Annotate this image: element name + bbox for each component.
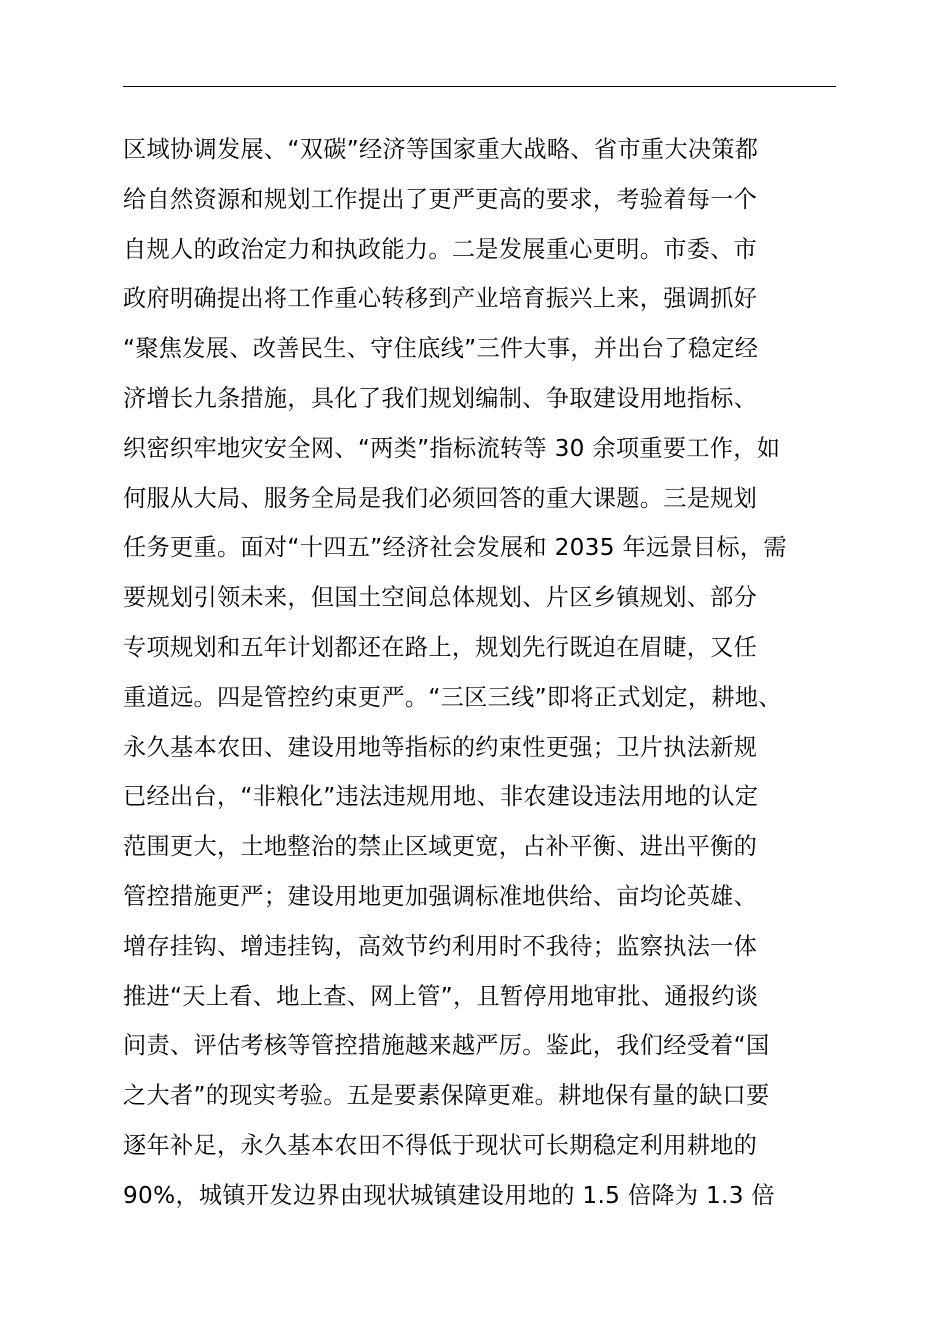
text-line: 90%，城镇开发边界由现状城镇建设用地的 1.5 倍降为 1.3 倍 — [123, 1181, 775, 1209]
text-line: 增存挂钩、增违挂钩，高效节约利用时不我待；监察执法一体 — [123, 932, 758, 960]
text-line: 任务更重。面对“十四五”经济社会发展和 2035 年远景目标，需 — [123, 534, 787, 562]
text-line: 自规人的政治定力和执政能力。二是发展重心更明。市委、市 — [123, 235, 758, 263]
text-line: 区域协调发展、“双碳”经济等国家重大战略、省市重大决策都 — [123, 136, 759, 163]
text-line: 范围更大，土地整治的禁止区域更宽，占补平衡、进出平衡的 — [123, 833, 758, 861]
text-line: 推进“天上看、地上查、网上管”，且暂停用地审批、通报约谈 — [123, 982, 759, 1010]
text-line: 给自然资源和规划工作提出了更严更高的要求，考验着每一个 — [123, 185, 758, 213]
text-line: 永久基本农田、建设用地等指标的约束性更强；卫片执法新规 — [123, 733, 758, 761]
text-line: 问责、评估考核等管控措施越来越严厉。鉴此，我们经受着“国 — [123, 1032, 770, 1060]
text-line: 逐年补足，永久基本农田不得低于现状可长期稳定利用耕地的 — [123, 1131, 758, 1159]
text-line: 重道远。四是管控约束更严。“三区三线”即将正式划定，耕地、 — [123, 683, 782, 711]
text-line: 织密织牢地灾安全网、“两类”指标流转等 30 余项重要工作，如 — [123, 434, 781, 462]
text-line: 政府明确提出将工作重心转移到产业培育振兴上来，强调抓好 — [123, 285, 758, 313]
text-line: “聚焦发展、改善民生、守住底线”三件大事，并出台了稳定经 — [123, 335, 759, 363]
text-line: 济增长九条措施，具化了我们规划编制、争取建设用地指标、 — [123, 384, 758, 412]
text-line: 管控措施更严；建设用地更加强调标准地供给、亩均论英雄、 — [123, 882, 758, 910]
text-line: 何服从大局、服务全局是我们必须回答的重大课题。三是规划 — [123, 484, 758, 512]
body-paragraph — [123, 125, 883, 1221]
text-line: 要规划引领未来，但国土空间总体规划、片区乡镇规划、部分 — [123, 584, 758, 612]
text-line: 之大者”的现实考验。五是要素保障更难。耕地保有量的缺口要 — [123, 1082, 770, 1110]
header-rule — [123, 86, 836, 87]
text-line: 专项规划和五年计划都还在路上，规划先行既迫在眉睫，又任 — [123, 633, 758, 661]
text-line: 已经出台，“非粮化”违法违规用地、非农建设违法用地的认定 — [123, 783, 759, 811]
